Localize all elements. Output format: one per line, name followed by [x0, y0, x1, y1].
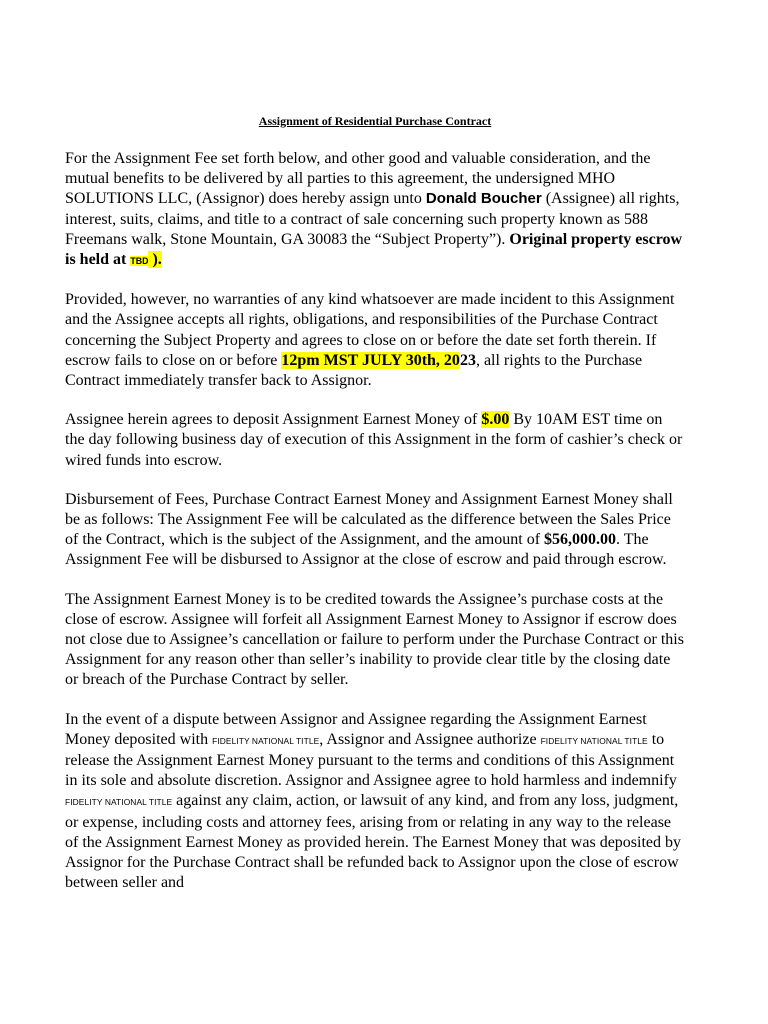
paragraph-earnest-deposit [65, 410, 685, 471]
document-title: Assignment of Residential Purchase Contract [258, 114, 492, 128]
escrow-statement: Original property escrow is held at [65, 230, 683, 269]
paragraph-earnest-credit: The Assignment Earnest Money is to be credited towards the Assignee’s purchase costs at the close of escrow. Assignee will forfeit all Assignment Earnest Money to Assignor if escrow does not close due to Assignee’s cancellation or failure to perform under the Purchase Contract or this Assignment for any reason other than seller’s inability to provide clear title by the closing date or breach of the Purchase Contract by seller. [65, 590, 684, 689]
earnest-money-amount: $.00 [481, 411, 510, 429]
p3-text-b: By 10AM EST time on the day following business day of execution of this Assignment in the form of cashier’s check or wired funds into escrow. [65, 411, 683, 469]
p2-text-b: , all rights to the Purchase Contract immediately transfer back to Assignor. [65, 351, 643, 390]
title-company-2: FIDELITY NATIONAL TITLE [540, 735, 648, 746]
paragraph-warranties [65, 290, 685, 391]
document-page [65, 113, 685, 913]
assignee-name: Donald Boucher [425, 190, 542, 208]
p6-text-b: , Assignor and Assignee authorize [319, 730, 541, 748]
p2-text-a: Provided, however, no warranties of any kind whatsoever are made incident to this Assignment and the Assignee accepts all rights, obligations, and responsibilities of the Purchase Contract concerning the Subject Property and agrees to close on or before the date set forth therein. If escrow fails to close on or before [65, 291, 675, 369]
p4-text-a: Disbursement of Fees, Purchase Contract Earnest Money and Assignment Earnest Money shall be as follows: The Assignment Fee will be calculated as the difference between the Sales Price of the Contract, which is the subject of the Assignment, and the amount of [65, 490, 673, 549]
close-deadline: 12pm MST JULY 30th, 20 [281, 351, 460, 369]
paragraph-disbursement [65, 490, 685, 571]
title-company-3: FIDELITY NATIONAL TITLE [65, 797, 173, 808]
p1-text-a: For the Assignment Fee set forth below, and other good and valuable consideration, and the mutual benefits to be delivered by all parties to this agreement, the undersigned MHO SOLUTIONS LLC, (Assignor) does hereby assign unto [65, 150, 651, 208]
p1-text-b: (Assignee) all rights, interest, suits, claims, and title to a contract of sale concerning such property known as 588 Freemans walk, Stone Mountain, GA 30083 the “Subject Property”). [65, 190, 680, 248]
assignment-amount: $56,000.00 [544, 531, 617, 549]
p3-text-a: Assignee herein agrees to deposit Assignment Earnest Money of [65, 411, 482, 429]
escrow-end: ). [148, 251, 162, 269]
paragraph-dispute [65, 710, 685, 894]
p6-text-a: In the event of a dispute between Assignor and Assignee regarding the Assignment Earnest Money deposited with [65, 710, 647, 748]
escrow-holder: TBD [130, 256, 149, 267]
p6-text-d: against any claim, action, or lawsuit of any kind, and from any loss, judgment, or expense, including costs and attorney fees, arising from or relating in any way to the release of the Assignment Earnest Money as provided herein. The Earnest Money that was deposited by Assignor for the Purchase Contract shall be refunded back to Assignor upon the close of escrow between seller and [65, 792, 682, 892]
paragraph-assignment [65, 149, 685, 271]
p6-text-c: to release the Assignment Earnest Money pursuant to the terms and conditions of this Assignment in its sole and absolute discretion. Assignor and Assignee agree to hold harmless and indemnify [65, 730, 677, 790]
title-company-1: FIDELITY NATIONAL TITLE [212, 735, 320, 746]
close-deadline-year: 23 [459, 351, 476, 369]
p4-text-b: . The Assignment Fee will be disbursed to Assignor at the close of escrow and paid through escrow. [65, 531, 667, 569]
